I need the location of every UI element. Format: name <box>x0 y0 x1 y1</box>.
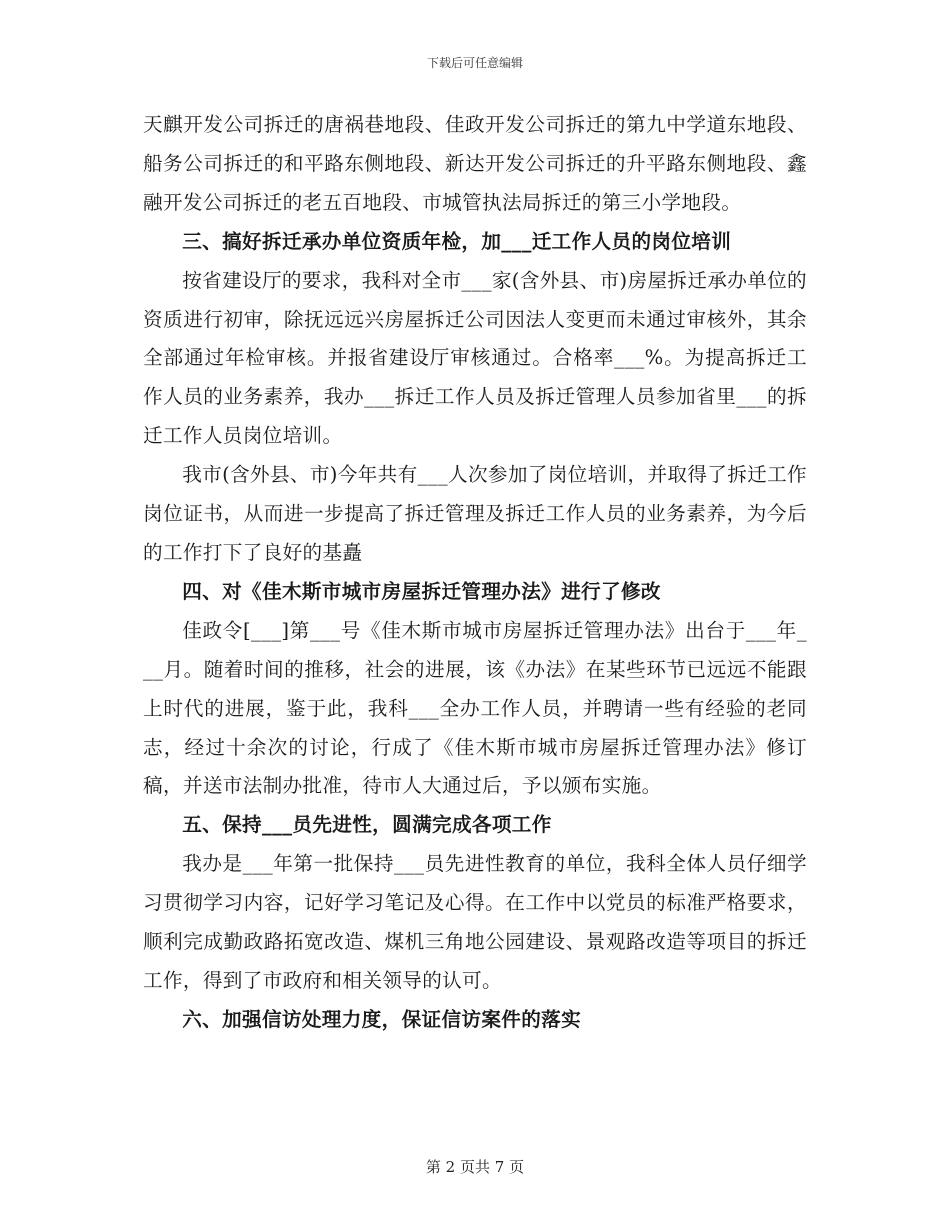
section-heading-5: 五、保持___员先进性，圆满完成各项工作 <box>182 813 552 837</box>
section-heading-6: 六、加强信访处理力度，保证信访案件的落实 <box>182 1007 582 1031</box>
body-paragraph-4: 佳政令[___]第___号《佳木斯市城市房屋拆迁管理办法》出台于___年___月。随着时间的推移，社会的进展，该《办法》在某些环节已远远不能跟上时代的进展，鉴于此，我科___全办工作人员，并聘请一些有经验的老同志，经过十余次的讨论，行成了《佳木斯市城市房屋拆迁管理办法》修订稿，并送市法制办批准，待市人大通过后，予以颁布实施。 <box>143 618 807 798</box>
document-body <box>143 106 807 1040</box>
body-paragraph-5: 我办是___年第一批保持___员先进性教育的单位，我科全体人员仔细学习贯彻学习内容，记好学习笔记及心得。在工作中以党员的标准严格要求，顺利完成勤政路拓宽改造、煤机三角地公园建设、景观路改造等项目的拆迁工作，得到了市政府和相关领导的认可。 <box>143 852 807 992</box>
page-header-note: 下载后可任意编辑 <box>426 56 523 70</box>
body-paragraph-2: 按省建设厅的要求，我科对全市___家(含外县、市)房屋拆迁承办单位的资质进行初审，除抚远远兴房屋拆迁公司因法人变更而未通过审核外，其余全部通过年检审核。并报省建设厅审核通过。合格率___%。为提高拆迁工作人员的业务素养，我办___拆迁工作人员及拆迁管理人员参加省里___的拆迁工作人员岗位培训。 <box>143 268 807 448</box>
section-heading-4: 四、对《佳木斯市城市房屋拆迁管理办法》进行了修改 <box>182 579 661 603</box>
body-paragraph-3: 我市(含外县、市)今年共有___人次参加了岗位培训，并取得了拆迁工作岗位证书，从而进一步提高了拆迁管理及拆迁工作人员的业务素养，为今后的工作打下了良好的基矗 <box>143 463 807 564</box>
page-number-footer: 第 2 页共 7 页 <box>425 1158 525 1176</box>
body-paragraph-1: 天麒开发公司拆迁的唐祸巷地段、佳政开发公司拆迁的第九中学道东地段、船务公司拆迁的和平路东侧地段、新达开发公司拆迁的升平路东侧地段、鑫融开发公司拆迁的老五百地段、市城管执法局拆迁的第三小学地段。 <box>143 113 807 214</box>
section-heading-3: 三、搞好拆迁承办单位资质年检，加___迁工作人员的岗位培训 <box>182 229 732 253</box>
